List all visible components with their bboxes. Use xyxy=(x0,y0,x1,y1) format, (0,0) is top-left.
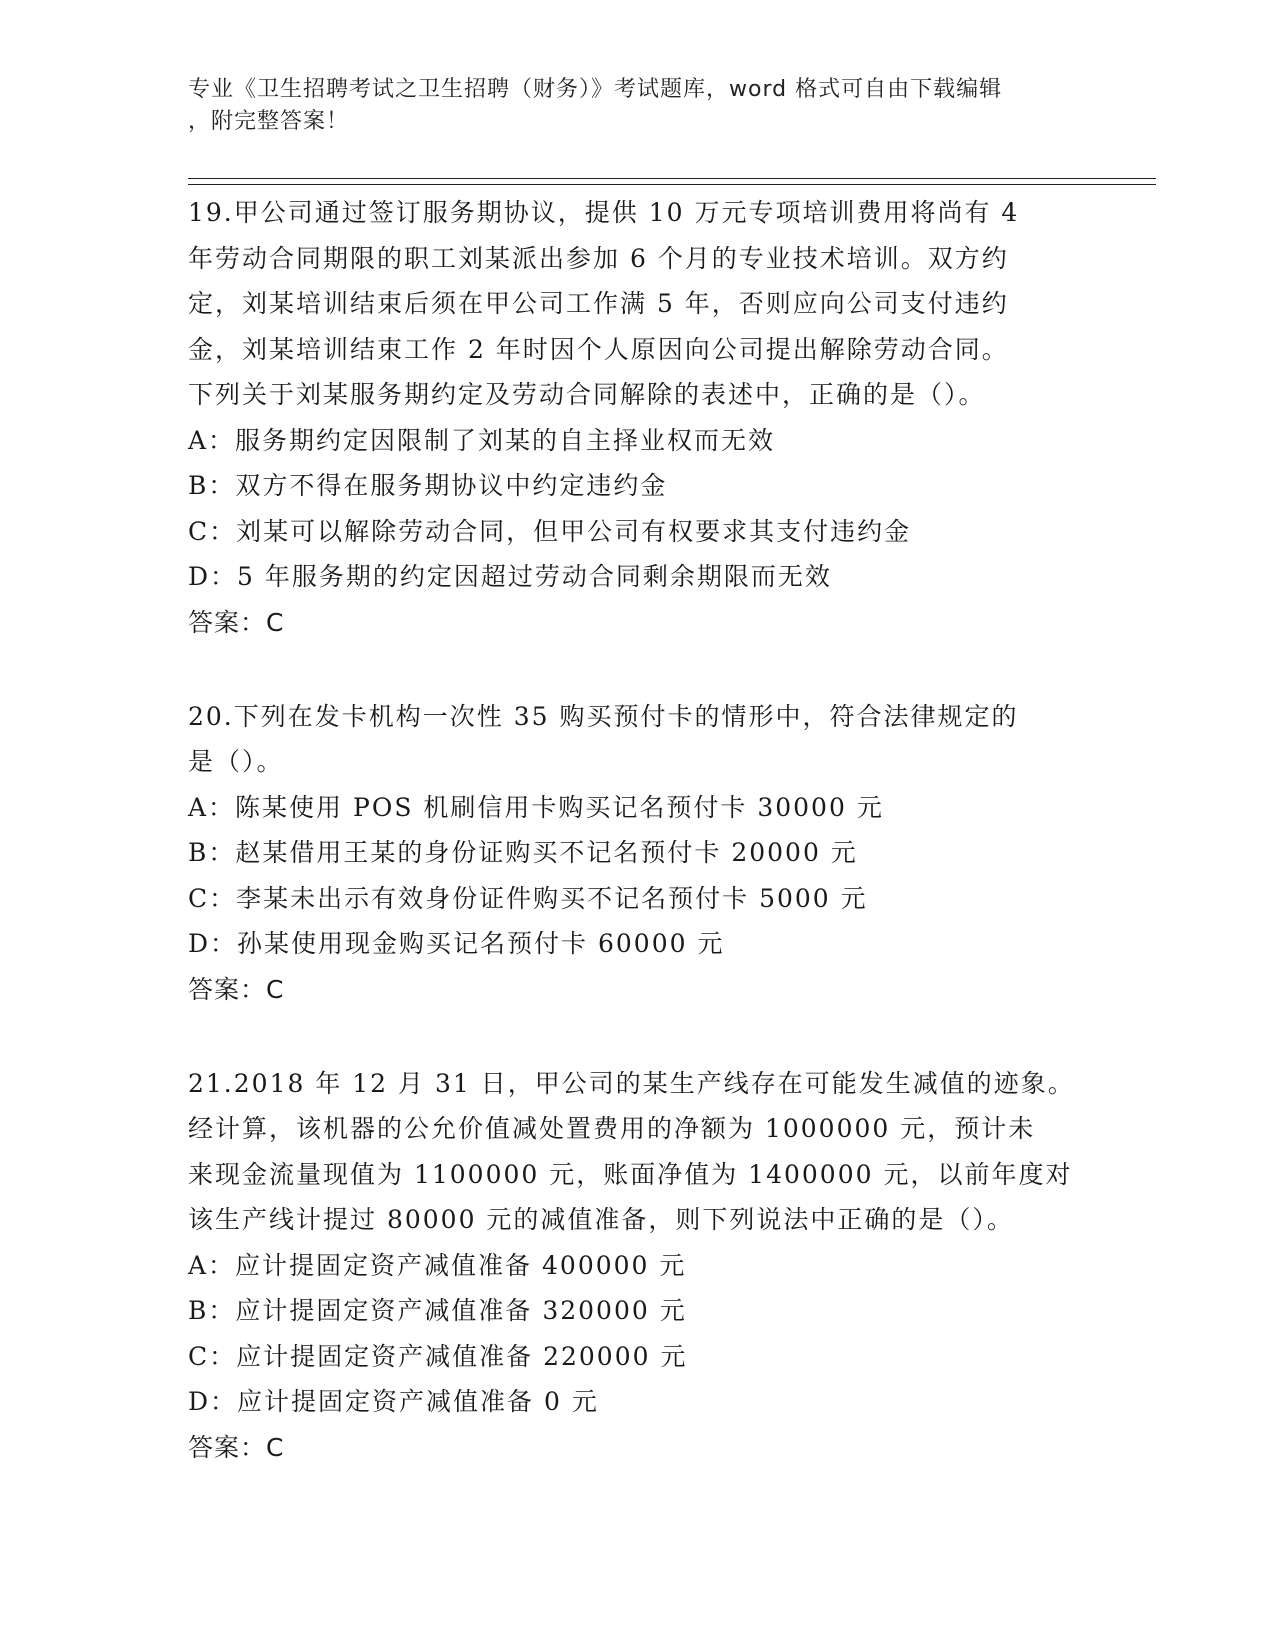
question-stem-line: 年劳动合同期限的职工刘某派出参加 6 个月的专业技术培训。双方约 xyxy=(188,243,1009,273)
question-stem-line: 20.下列在发卡机构一次性 35 购买预付卡的情形中，符合法律规定的 xyxy=(188,701,1019,731)
question-stem-line: 是（）。 xyxy=(188,747,284,776)
question-stem-line: 经计算，该机器的公允价值减处置费用的净额为 1000000 元，预计未 xyxy=(188,1114,1036,1143)
option-a: A：陈某使用 POS 机刷信用卡购买记名预付卡 30000 元 xyxy=(188,792,884,822)
header-divider-bottom xyxy=(188,184,1156,185)
question-stem-line: 该生产线计提过 80000 元的减值准备，则下列说法中正确的是（）。 xyxy=(188,1205,1014,1234)
option-d: D：孙某使用现金购买记名预付卡 60000 元 xyxy=(188,929,725,958)
document-header xyxy=(188,74,1068,138)
question-19 xyxy=(188,190,1088,646)
option-d: D：应计提固定资产减值准备 0 元 xyxy=(188,1387,599,1416)
option-b: B：双方不得在服务期协议中约定违约金 xyxy=(188,471,668,500)
option-c: C：应计提固定资产减值准备 220000 元 xyxy=(188,1341,688,1371)
question-21 xyxy=(188,1061,1088,1471)
header-divider-top xyxy=(188,178,1156,179)
question-20 xyxy=(188,694,1088,1013)
option-b: B：应计提固定资产减值准备 320000 元 xyxy=(188,1296,687,1325)
option-b: B：赵某借用王某的身份证购买不记名预付卡 20000 元 xyxy=(188,838,858,867)
option-c: C：刘某可以解除劳动合同，但甲公司有权要求其支付违约金 xyxy=(188,516,912,546)
answer-label: 答案：C xyxy=(188,974,285,1004)
question-stem-line: 定，刘某培训结束后须在甲公司工作满 5 年，否则应向公司支付违约 xyxy=(188,289,1009,318)
question-stem-line: 19.甲公司通过签订服务期协议，提供 10 万元专项培训费用将尚有 4 xyxy=(188,198,1020,227)
question-stem-line: 下列关于刘某服务期约定及劳动合同解除的表述中，正确的是（）。 xyxy=(188,380,986,409)
question-stem-line: 21.2018 年 12 月 31 日，甲公司的某生产线存在可能发生减值的迹象。 xyxy=(188,1068,1075,1098)
option-d: D：5 年服务期的约定因超过劳动合同剩余期限而无效 xyxy=(188,562,832,591)
answer-label: 答案：C xyxy=(188,1432,285,1462)
question-stem-line: 来现金流量现值为 1100000 元，账面净值为 1400000 元，以前年度对 xyxy=(188,1159,1073,1189)
option-a: A：应计提固定资产减值准备 400000 元 xyxy=(188,1250,687,1280)
header-line-1: 专业《卫生招聘考试之卫生招聘（财务）》考试题库，word 格式可自由下载编辑 xyxy=(188,77,1003,102)
header-line-2: ，附完整答案！ xyxy=(188,109,350,134)
question-stem-line: 金，刘某培训结束工作 2 年时因个人原因向公司提出解除劳动合同。 xyxy=(188,334,1009,364)
option-c: C：李某未出示有效身份证件购买不记名预付卡 5000 元 xyxy=(188,883,868,913)
answer-label: 答案：C xyxy=(188,607,285,637)
question-list xyxy=(188,190,1088,1471)
option-a: A：服务期约定因限制了刘某的自主择业权而无效 xyxy=(188,425,776,455)
